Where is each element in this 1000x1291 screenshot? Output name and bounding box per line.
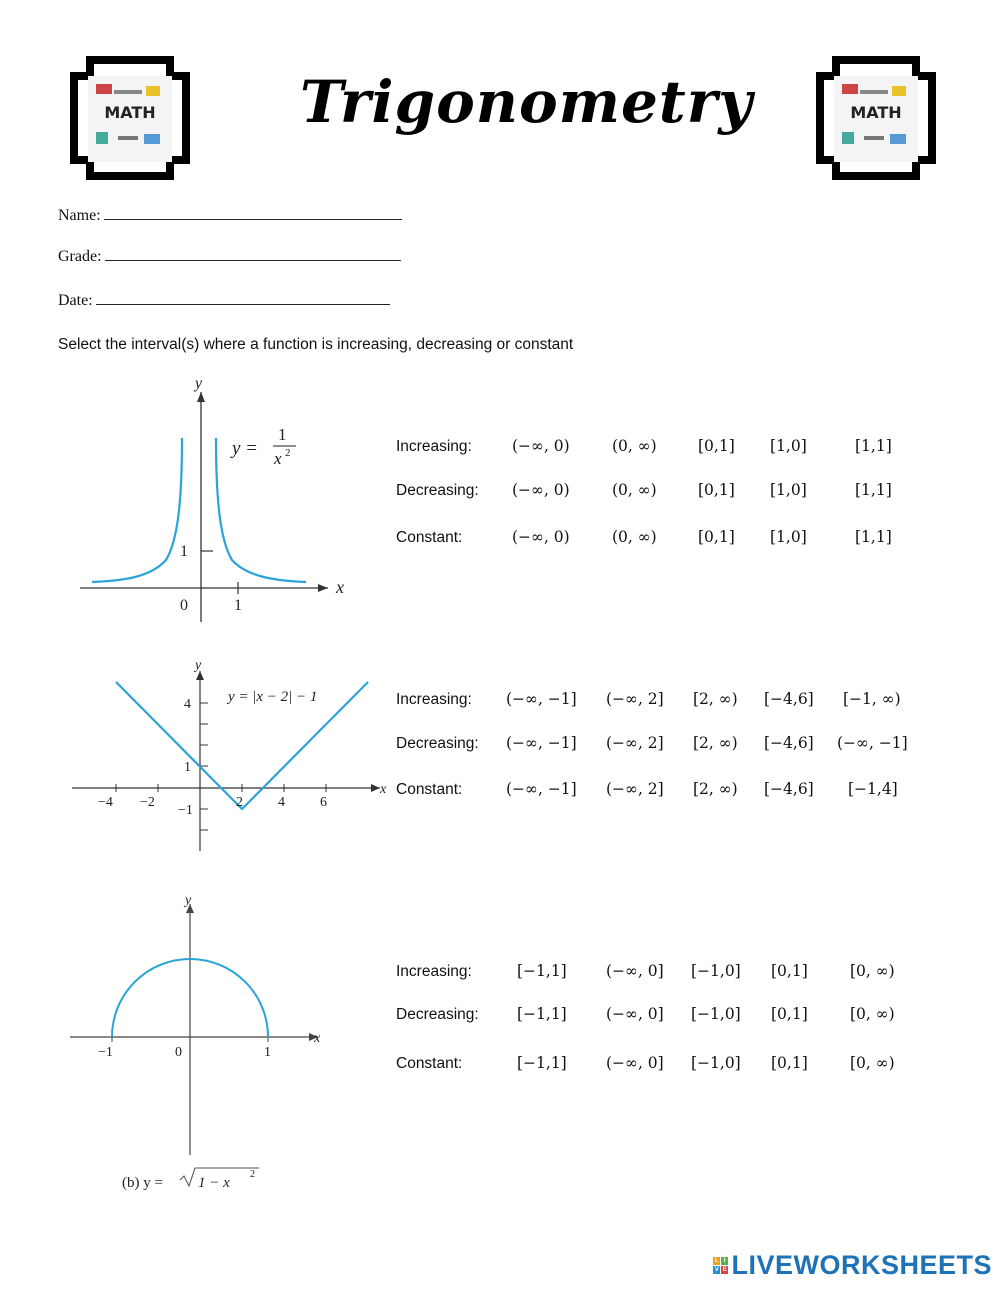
y-axis-label: y: [195, 658, 202, 673]
q2-increasing-option[interactable]: [2, ∞): [693, 690, 738, 708]
tick-x-1: 1: [264, 1045, 271, 1060]
q3-increasing-option[interactable]: [0,1]: [771, 962, 808, 980]
tick-y-1: 1: [180, 543, 188, 560]
equation-exponent: 2: [285, 447, 291, 459]
q2-constant-option[interactable]: [−4,6]: [764, 780, 814, 798]
tick-x-1: 1: [234, 597, 242, 614]
caption-prefix: (b) y =: [122, 1175, 163, 1191]
date-label: Date:: [58, 292, 93, 309]
x-axis-label: x: [336, 577, 344, 597]
grade-label: Grade:: [58, 248, 102, 265]
q1-constant-option[interactable]: [1,1]: [855, 528, 892, 546]
q2-decreasing-option[interactable]: [−4,6]: [764, 734, 814, 752]
tick-x-4: 4: [278, 795, 285, 810]
q1-constant-option[interactable]: (−∞, 0): [512, 528, 570, 546]
tick-x-neg1: −1: [98, 1045, 113, 1060]
tick-origin: 0: [180, 597, 188, 614]
tick-y-1: 1: [184, 760, 191, 775]
tick-x-2: 2: [236, 795, 243, 810]
q2-decreasing-option[interactable]: [2, ∞): [693, 734, 738, 752]
equation-lhs: y =: [232, 438, 259, 459]
q1-constant-option[interactable]: (0, ∞): [612, 528, 657, 546]
tick-y-4: 4: [184, 697, 191, 712]
math-logo-right: [812, 56, 940, 184]
q1-increasing-option[interactable]: [1,1]: [855, 437, 892, 455]
liveworksheets-logo: [713, 1250, 992, 1281]
q3-decreasing-option[interactable]: [−1,0]: [691, 1005, 741, 1023]
curve-left: [92, 438, 182, 582]
y-axis-arrow-icon: [197, 392, 205, 402]
q2-constant-option[interactable]: [2, ∞): [693, 780, 738, 798]
x-axis-label: x: [314, 1031, 321, 1046]
equation-numerator: 1: [278, 425, 287, 444]
q1-decreasing-label: Decreasing:: [396, 482, 479, 499]
q1-constant-label: Constant:: [396, 529, 463, 546]
q3-increasing-label: Increasing:: [396, 963, 472, 980]
q2-constant-option[interactable]: (−∞, −1]: [506, 780, 577, 798]
q3-constant-option[interactable]: [−1,1]: [517, 1054, 567, 1072]
q3-increasing-option[interactable]: [0, ∞): [850, 962, 895, 980]
tick-y-neg1: −1: [178, 803, 193, 818]
q3-constant-option[interactable]: [0,1]: [771, 1054, 808, 1072]
x-axis-arrow-icon: [318, 584, 328, 592]
q2-increasing-option[interactable]: [−1, ∞): [843, 690, 901, 708]
q1-increasing-option[interactable]: [0,1]: [698, 437, 735, 455]
q1-constant-option[interactable]: [0,1]: [698, 528, 735, 546]
q2-increasing-label: Increasing:: [396, 691, 472, 708]
tick-x-6: 6: [320, 795, 327, 810]
q2-decreasing-option[interactable]: (−∞, −1]: [506, 734, 577, 752]
x-axis-arrow-icon: [371, 784, 380, 792]
q1-increasing-option[interactable]: [1,0]: [770, 437, 807, 455]
q3-decreasing-option[interactable]: [0, ∞): [850, 1005, 895, 1023]
brand-blocks-icon: L I V E: [714, 1258, 728, 1273]
date-input-line[interactable]: [96, 290, 390, 305]
q3-constant-option[interactable]: [0, ∞): [850, 1054, 895, 1072]
graph-absolute-value: [60, 655, 395, 860]
q2-constant-option[interactable]: (−∞, 2]: [606, 780, 664, 798]
caption-radicand: 1 − x: [198, 1175, 230, 1191]
q2-decreasing-option[interactable]: (−∞, 2]: [606, 734, 664, 752]
q2-increasing-option[interactable]: (−∞, 2]: [606, 690, 664, 708]
grade-field: [58, 246, 401, 266]
q2-decreasing-label: Decreasing:: [396, 735, 479, 752]
graph-reciprocal-square: [70, 370, 350, 630]
logo-left-text: MATH: [104, 103, 156, 122]
q3-decreasing-option[interactable]: [0,1]: [771, 1005, 808, 1023]
q3-increasing-option[interactable]: (−∞, 0]: [606, 962, 664, 980]
tick-x-neg4: −4: [98, 795, 113, 810]
date-field: [58, 290, 390, 310]
graph-semicircle: [62, 890, 342, 1200]
page-title: Trigonometry: [300, 68, 753, 136]
name-field: [58, 205, 402, 225]
q1-increasing-option[interactable]: (0, ∞): [612, 437, 657, 455]
y-axis-label: y: [185, 893, 192, 908]
equation-denominator: x: [274, 449, 282, 468]
q3-decreasing-label: Decreasing:: [396, 1006, 479, 1023]
q1-increasing-option[interactable]: (−∞, 0): [512, 437, 570, 455]
q1-increasing-label: Increasing:: [396, 438, 472, 455]
brand-name: LIVEWORKSHEETS: [731, 1250, 992, 1280]
tick-x-neg2: −2: [140, 795, 155, 810]
curve-right: [216, 438, 306, 582]
x-axis-label: x: [380, 782, 387, 797]
q3-constant-option[interactable]: (−∞, 0]: [606, 1054, 664, 1072]
logo-right-text: MATH: [850, 103, 902, 122]
q1-decreasing-option[interactable]: (−∞, 0): [512, 481, 570, 499]
q3-constant-option[interactable]: [−1,0]: [691, 1054, 741, 1072]
q1-decreasing-option[interactable]: [1,0]: [770, 481, 807, 499]
q3-increasing-option[interactable]: [−1,1]: [517, 962, 567, 980]
q1-constant-option[interactable]: [1,0]: [770, 528, 807, 546]
q2-constant-label: Constant:: [396, 781, 463, 798]
q3-constant-label: Constant:: [396, 1055, 463, 1072]
q3-decreasing-option[interactable]: [−1,1]: [517, 1005, 567, 1023]
equation: y = |x − 2| − 1: [228, 689, 318, 705]
q2-constant-option[interactable]: [−1,4]: [848, 780, 898, 798]
caption-exponent: 2: [250, 1169, 255, 1180]
q2-decreasing-option[interactable]: (−∞, −1]: [837, 734, 908, 752]
q3-decreasing-option[interactable]: (−∞, 0]: [606, 1005, 664, 1023]
name-label: Name:: [58, 207, 101, 224]
y-axis-label: y: [195, 375, 203, 392]
math-logo-left: [66, 56, 194, 184]
q3-increasing-option[interactable]: [−1,0]: [691, 962, 741, 980]
name-input-line[interactable]: [104, 205, 402, 220]
q2-increasing-option[interactable]: [−4,6]: [764, 690, 814, 708]
q1-decreasing-option[interactable]: [0,1]: [698, 481, 735, 499]
q1-decreasing-option[interactable]: [1,1]: [855, 481, 892, 499]
q2-increasing-option[interactable]: (−∞, −1]: [506, 690, 577, 708]
tick-origin: 0: [175, 1045, 182, 1060]
q1-decreasing-option[interactable]: (0, ∞): [612, 481, 657, 499]
instruction-text: Select the interval(s) where a function is increasing, decreasing or constant: [58, 336, 574, 353]
grade-input-line[interactable]: [105, 246, 401, 261]
